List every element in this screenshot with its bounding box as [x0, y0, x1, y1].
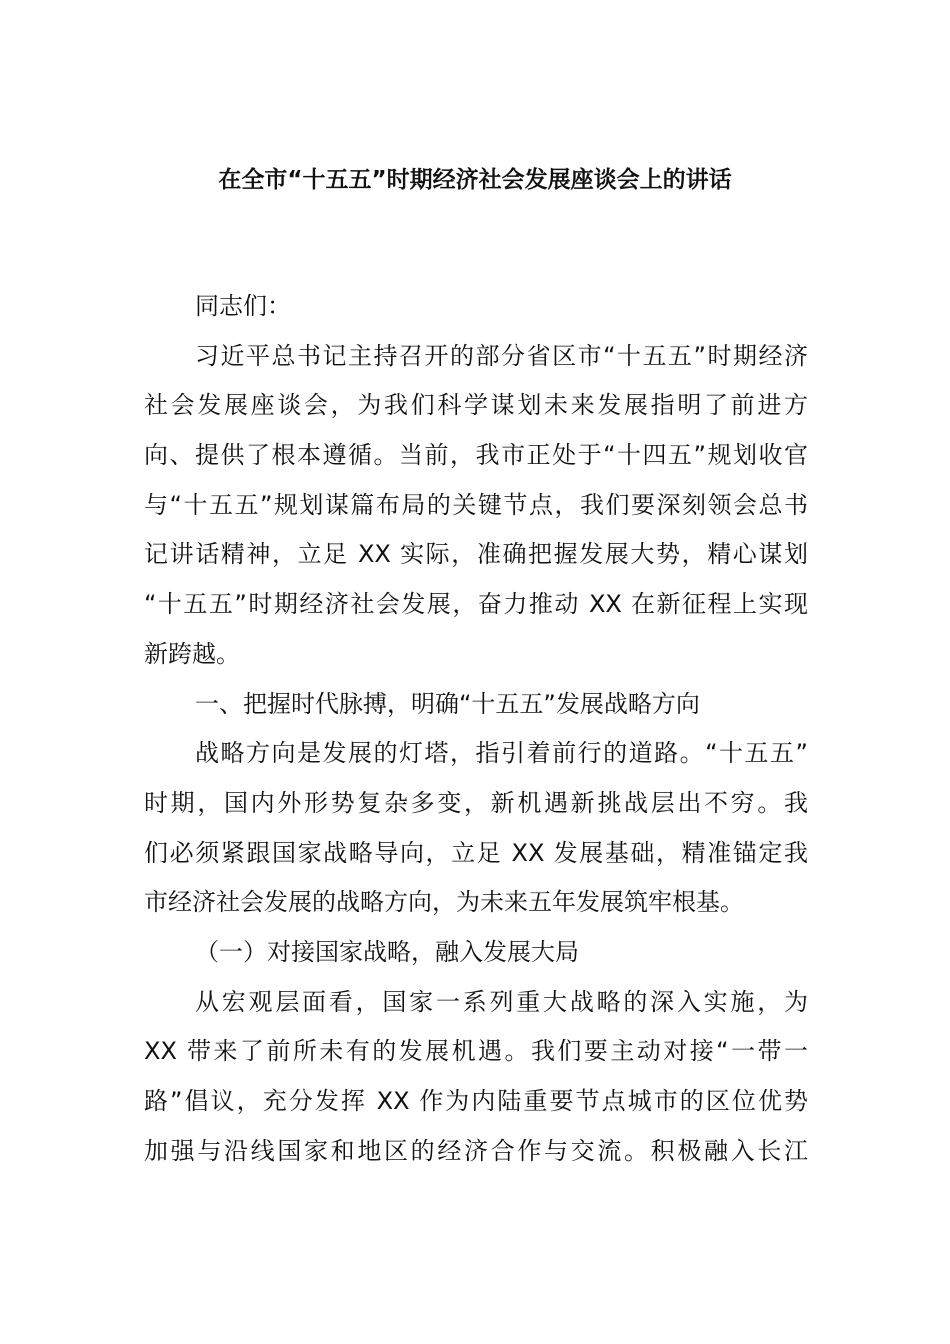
document-title: 在全市“十五五”时期经济社会发展座谈会上的讲话 [218, 167, 732, 193]
subsection-heading: （一）对接国家战略，融入发展大局 [195, 937, 579, 966]
paragraph-line: 社会发展座谈会，为我们科学谋划未来发展指明了前进方 [144, 391, 808, 420]
paragraph-line: 习近平总书记主持召开的部分省区市“十五五”时期经济 [195, 341, 808, 370]
paragraph-line: 战略方向是发展的灯塔，指引着前行的道路。“十五五” [195, 739, 808, 768]
paragraph-line: 路”倡议，充分发挥 XX 作为内陆重要节点城市的区位优势 [144, 1087, 808, 1115]
document-body [144, 282, 808, 1176]
section-heading: 一、把握时代脉搏，明确“十五五”发展战略方向 [195, 689, 700, 718]
paragraph-line: 与“十五五”规划谋篇布局的关键节点，我们要深刻领会总书 [144, 490, 808, 519]
paragraph-line: 向、提供了根本遵循。当前，我市正处于“十四五”规划收官 [144, 441, 808, 470]
salutation-line: 同志们： [195, 292, 291, 320]
paragraph-line: 新跨越。 [144, 639, 240, 668]
paragraph-line: XX 带来了前所未有的发展机遇。我们要主动对接“一带一 [144, 1037, 808, 1066]
paragraph-line: 加强与沿线国家和地区的经济合作与交流。积极融入长江 [144, 1136, 808, 1165]
paragraph-line: 时期，国内外形势复杂多变，新机遇新挑战层出不穷。我 [144, 788, 808, 817]
paragraph-line: 从宏观层面看，国家一系列重大战略的深入实施，为 [195, 987, 808, 1016]
paragraph-line: 市经济社会发展的战略方向，为未来五年发展筑牢根基。 [144, 888, 744, 917]
paragraph-line: “十五五”时期经济社会发展，奋力推动 XX 在新征程上实现 [144, 590, 808, 619]
paragraph-line: 们必须紧跟国家战略导向，立足 XX 发展基础，精准锚定我 [144, 838, 808, 867]
paragraph-line: 记讲话精神，立足 XX 实际，准确把握发展大势，精心谋划 [144, 540, 808, 569]
